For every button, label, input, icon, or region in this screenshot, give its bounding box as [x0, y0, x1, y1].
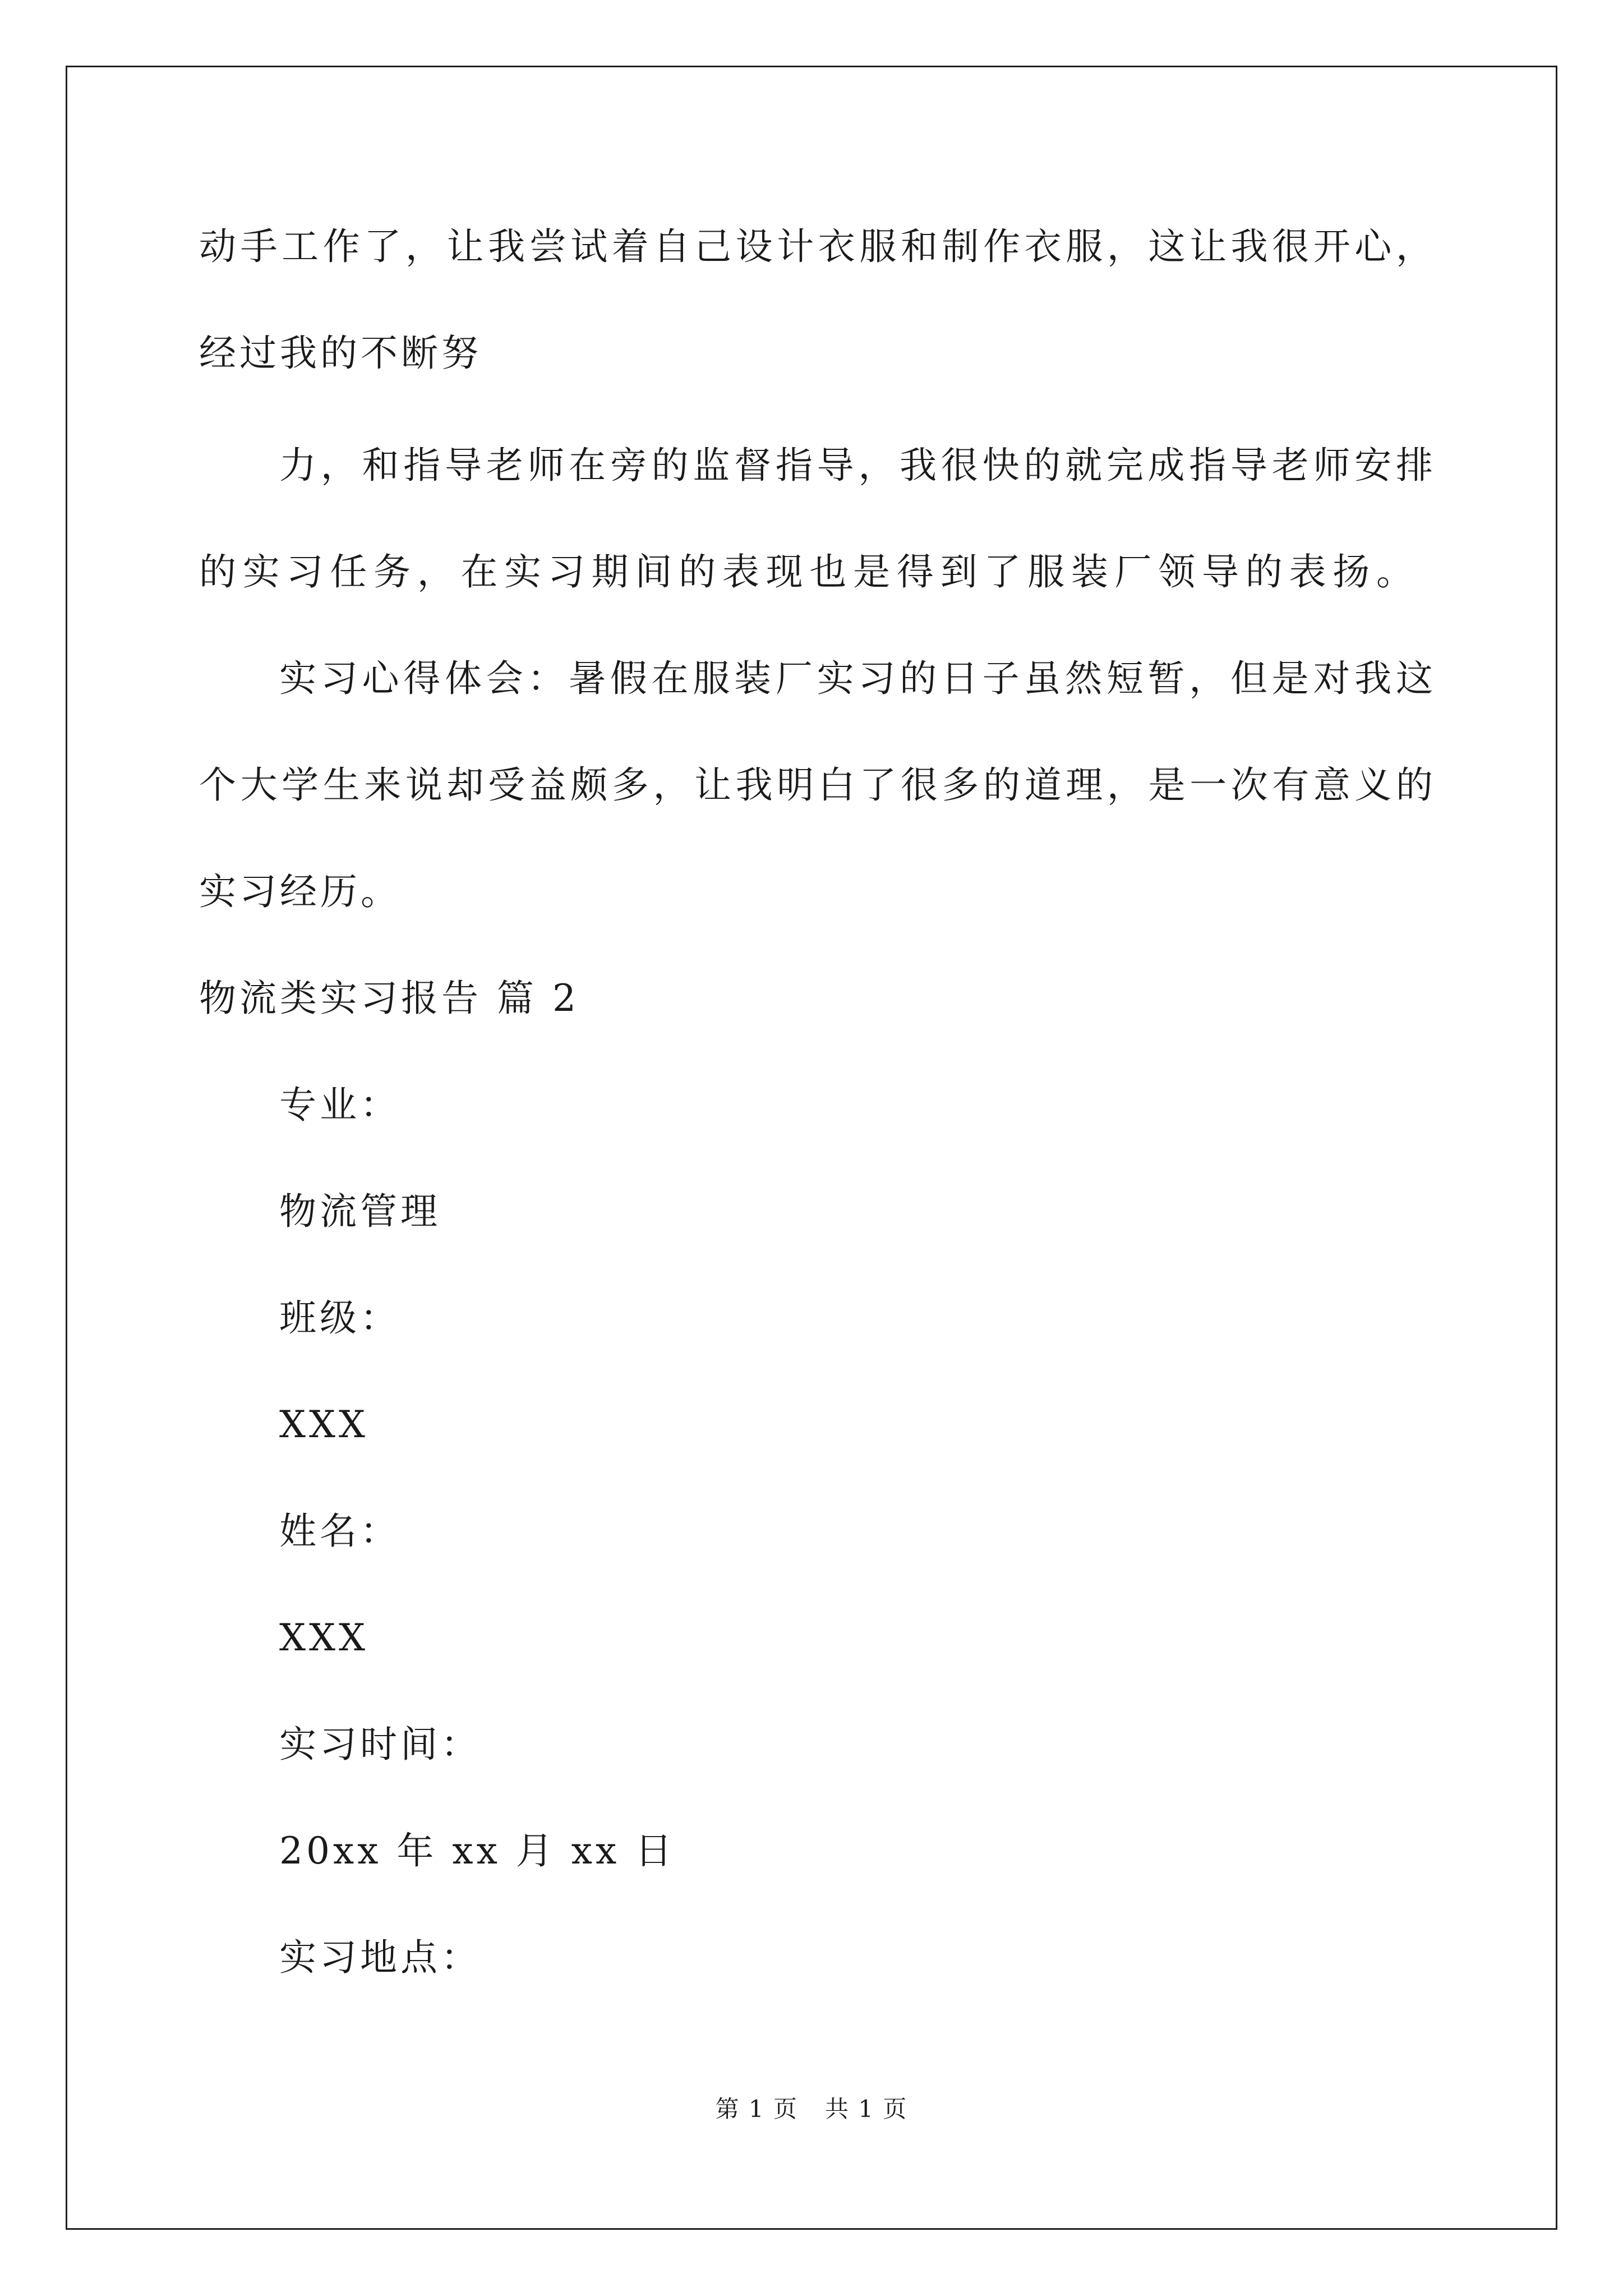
- paragraph-line: 力，和指导老师在旁的监督指导，我很快的就完成指导老师安排: [279, 444, 1433, 487]
- paragraph-line: 动手工作了，让我尝试着自己设计衣服和制作衣服，这让我很开心，: [199, 225, 1433, 268]
- paragraph-line: 的实习任务，在实习期间的表现也是得到了服装厂领导的表扬。: [199, 550, 1413, 593]
- paragraph-line: 经过我的不断努: [199, 332, 482, 375]
- field-label-class: 班级：: [279, 1296, 400, 1340]
- paragraph-line: 实习心得体会：暑假在服装厂实习的日子虽然短暂，但是对我这: [279, 657, 1433, 700]
- page-total: 共 1 页: [825, 2095, 908, 2123]
- paragraph-line: 实习经历。: [199, 870, 401, 913]
- page-footer: [0, 2092, 1623, 2126]
- page-number: 第 1 页: [715, 2095, 798, 2123]
- field-label-name: 姓名：: [279, 1510, 400, 1553]
- field-label-location: 实习地点：: [279, 1936, 481, 1979]
- field-label-time: 实习时间：: [279, 1723, 481, 1766]
- field-value-major: 物流管理: [279, 1190, 441, 1233]
- paragraph-line: 个大学生来说却受益颇多，让我明白了很多的道理，是一次有意义的: [199, 763, 1433, 807]
- field-label-major: 专业：: [279, 1083, 400, 1126]
- section-heading: 物流类实习报告 篇 2: [199, 977, 579, 1020]
- field-value-name: XXX: [279, 1616, 368, 1659]
- page-border: [66, 66, 1557, 2230]
- field-value-class: XXX: [279, 1403, 368, 1446]
- field-value-time: 20xx 年 xx 月 xx 日: [279, 1829, 676, 1872]
